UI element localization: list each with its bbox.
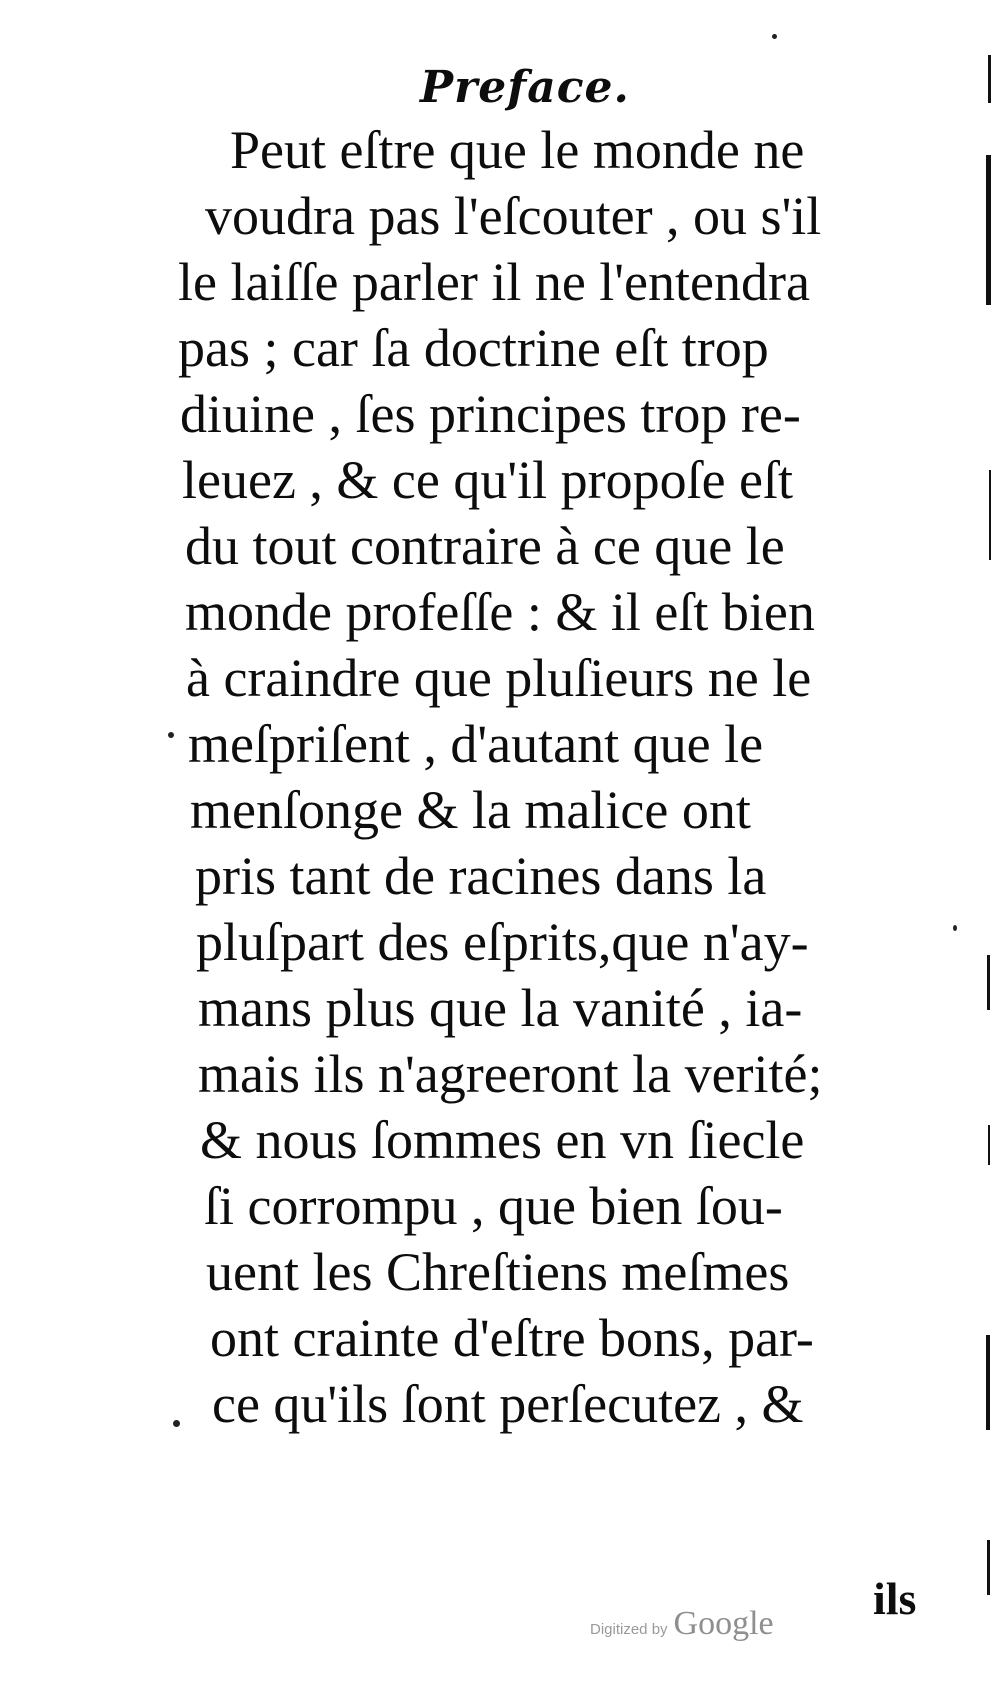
margin-speck-3 xyxy=(953,925,957,931)
text-line-14: mans plus que la vanité , ia- xyxy=(198,978,803,1038)
text-line-20: ce qu'ils ſont perſecutez , & xyxy=(212,1374,804,1434)
catchword: ils xyxy=(873,1573,917,1624)
text-line-8: monde profeſſe : & il eſt bien xyxy=(185,582,815,642)
gutter-mark-2 xyxy=(986,155,991,305)
margin-speck-2 xyxy=(173,1420,180,1427)
text-line-12: pris tant de racines dans la xyxy=(195,846,767,906)
text-line-5: diuine , ſes principes trop re- xyxy=(180,384,801,444)
text-line-11: menſonge & la malice ont xyxy=(190,780,751,840)
running-head: Preface. xyxy=(420,62,630,113)
text-line-18: uent les Chreſtiens meſmes xyxy=(206,1242,790,1302)
gutter-mark-7 xyxy=(987,1540,990,1595)
text-line-4: pas ; car ſa doctrine eſt trop xyxy=(178,318,769,378)
text-line-17: ſi corrompu , que bien ſou- xyxy=(204,1176,783,1236)
text-line-19: ont crainte d'eſtre bons, par- xyxy=(210,1308,814,1368)
text-line-7: du tout contraire à ce que le xyxy=(185,516,785,576)
gutter-mark-1 xyxy=(988,55,991,103)
digitized-watermark xyxy=(590,1605,774,1643)
text-line-13: pluſpart des eſprits,que n'ay- xyxy=(196,912,809,972)
gutter-mark-6 xyxy=(986,1335,990,1430)
text-line-1: Peut eſtre que le monde ne xyxy=(230,120,805,180)
margin-speck-1 xyxy=(168,732,174,738)
text-line-15: mais ils n'agreeront la verité; xyxy=(198,1044,823,1104)
text-line-10: meſpriſent , d'autant que le xyxy=(188,714,764,774)
text-line-9: à craindre que pluſieurs ne le xyxy=(186,648,812,708)
text-line-6: leuez , & ce qu'il propoſe eſt xyxy=(182,450,794,510)
watermark-prefix: Digitized by xyxy=(590,1621,668,1638)
gutter-mark-5 xyxy=(988,1125,990,1165)
gutter-mark-3 xyxy=(989,470,991,560)
text-line-3: le laiſſe parler il ne l'entendra xyxy=(178,252,810,312)
text-line-2: voudra pas l'eſcouter , ou s'il xyxy=(205,186,822,246)
gutter-mark-4 xyxy=(987,955,990,1010)
margin-speck-4 xyxy=(772,34,777,39)
text-line-16: & nous ſommes en vn ſiecle xyxy=(200,1110,805,1170)
watermark-brand: Google xyxy=(673,1605,774,1642)
